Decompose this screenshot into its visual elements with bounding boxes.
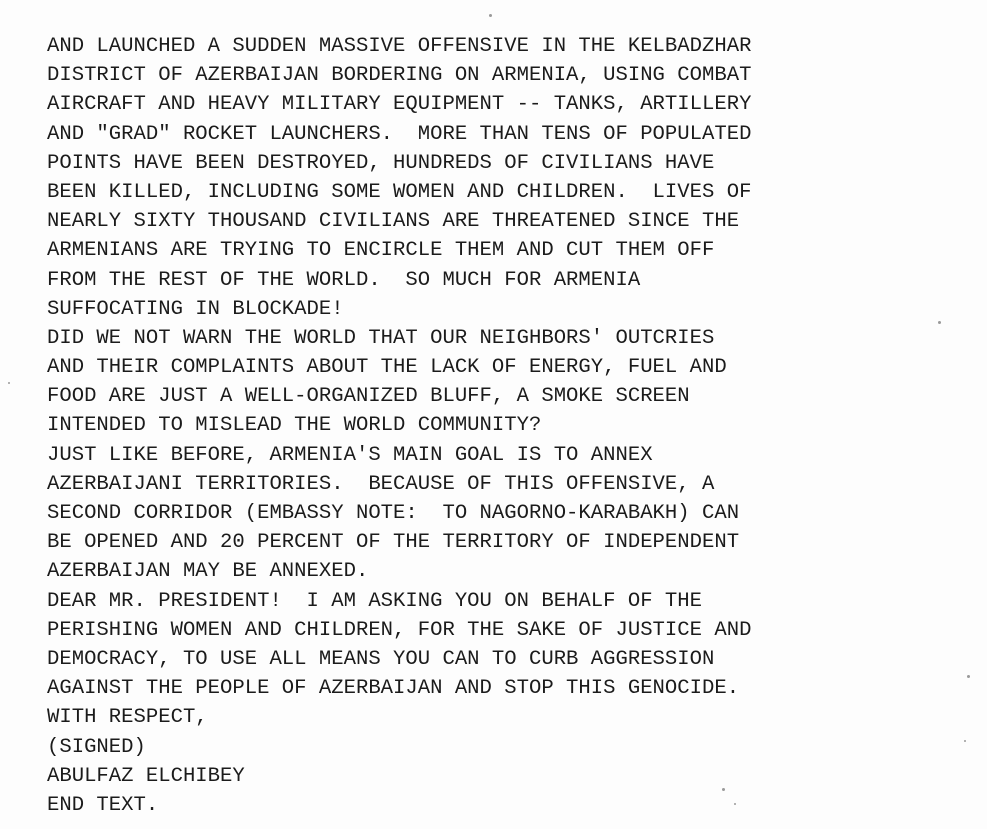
- text-line: SECOND CORRIDOR (EMBASSY NOTE: TO NAGORNO-KARABAKH) CAN: [47, 502, 740, 525]
- text-line: DEMOCRACY, TO USE ALL MEANS YOU CAN TO CURB AGGRESSION: [47, 647, 715, 671]
- text-line: NEARLY SIXTY THOUSAND CIVILIANS ARE THREATENED SINCE THE: [47, 210, 740, 234]
- scan-speck: [964, 740, 966, 742]
- text-line: PERISHING WOMEN AND CHILDREN, FOR THE SAKE OF JUSTICE AND: [47, 618, 752, 642]
- scan-speck: [722, 788, 725, 791]
- text-line: AND THEIR COMPLAINTS ABOUT THE LACK OF ENERGY, FUEL AND: [47, 356, 727, 380]
- text-line: AND "GRAD" ROCKET LAUNCHERS. MORE THAN TENS OF POPULATED: [47, 122, 752, 146]
- scan-speck: [489, 14, 492, 17]
- text-line: AZERBAIJANI TERRITORIES. BECAUSE OF THIS OFFENSIVE, A: [47, 472, 715, 496]
- text-line: AND LAUNCHED A SUDDEN MASSIVE OFFENSIVE IN THE KELBADZHAR: [47, 35, 752, 58]
- document-body: [47, 32, 977, 820]
- text-line: DEAR MR. PRESIDENT! I AM ASKING YOU ON BEHALF OF THE: [47, 589, 702, 613]
- scan-speck: [734, 803, 736, 805]
- text-line: DISTRICT OF AZERBAIJAN BORDERING ON ARMENIA, USING COMBAT: [47, 64, 752, 88]
- text-line: JUST LIKE BEFORE, ARMENIA'S MAIN GOAL IS TO ANNEX: [47, 443, 653, 467]
- text-line: SUFFOCATING IN BLOCKADE!: [47, 297, 344, 321]
- text-line: AGAINST THE PEOPLE OF AZERBAIJAN AND STOP THIS GENOCIDE.: [47, 677, 740, 701]
- text-line: FROM THE REST OF THE WORLD. SO MUCH FOR ARMENIA: [47, 268, 641, 292]
- text-line: ARMENIANS ARE TRYING TO ENCIRCLE THEM AND CUT THEM OFF: [47, 239, 715, 263]
- text-line: INTENDED TO MISLEAD THE WORLD COMMUNITY?: [47, 414, 542, 438]
- text-line: AIRCRAFT AND HEAVY MILITARY EQUIPMENT -- TANKS, ARTILLERY: [47, 93, 752, 117]
- text-line: ABULFAZ ELCHIBEY: [47, 764, 245, 788]
- text-line: WITH RESPECT,: [47, 706, 208, 730]
- text-line: POINTS HAVE BEEN DESTROYED, HUNDREDS OF CIVILIANS HAVE: [47, 151, 715, 175]
- text-line: FOOD ARE JUST A WELL-ORGANIZED BLUFF, A SMOKE SCREEN: [47, 385, 690, 409]
- text-line: BEEN KILLED, INCLUDING SOME WOMEN AND CHILDREN. LIVES OF: [47, 180, 752, 204]
- text-line: BE OPENED AND 20 PERCENT OF THE TERRITORY OF INDEPENDENT: [47, 531, 740, 555]
- scan-speck: [8, 382, 10, 384]
- scan-speck: [938, 321, 941, 324]
- text-line: AZERBAIJAN MAY BE ANNEXED.: [47, 560, 369, 584]
- text-line: (SIGNED): [47, 735, 146, 759]
- text-line: DID WE NOT WARN THE WORLD THAT OUR NEIGHBORS' OUTCRIES: [47, 326, 715, 350]
- scan-speck: [967, 675, 970, 678]
- text-line: END TEXT.: [47, 793, 159, 817]
